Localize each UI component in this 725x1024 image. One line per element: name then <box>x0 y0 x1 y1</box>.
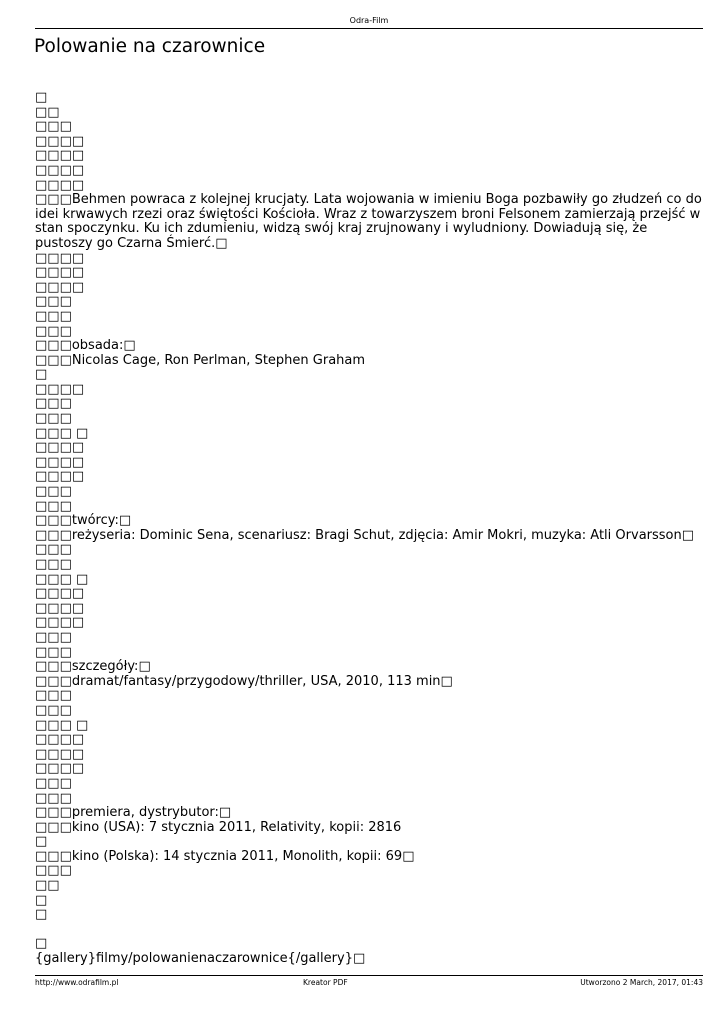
text-line: □□□ <box>35 119 72 135</box>
text-line: □□□□ <box>35 250 85 266</box>
text-line: □□□twórcy:□ <box>35 513 132 529</box>
text-line: □□□□ <box>35 746 85 762</box>
text-line: □□□Behmen powraca z kolejnej krucjaty. Lata wojowania w imieniu Boga pozbawiły go złudzeń co do idei krwawych rzezi oraz świętości Kościoła. Wraz z towarzyszem broni Felsonem zamierzają przejść w stan spoczynku. Ku ich zdumieniu, widzą swój kraj zrujnowany i wyludniony. Dowiadują się, że pustoszy go Czarna Śmierć.□ <box>35 192 702 251</box>
text-line: □□□□ <box>35 265 85 281</box>
text-line: □□□ <box>35 790 72 806</box>
text-line: □ <box>35 936 48 952</box>
text-line: □□□ <box>35 484 72 500</box>
footer-url: http://www.odrafilm.pl <box>35 978 119 987</box>
footer-generator: Kreator PDF <box>303 978 348 987</box>
text-line: {gallery}filmy/polowanienaczarownice{/gallery}□ <box>35 951 366 967</box>
text-line: □□□Nicolas Cage, Ron Perlman, Stephen Graham <box>35 352 366 368</box>
text-line: □□□kino (USA): 7 stycznia 2011, Relativity, kopii: 2816 <box>35 819 402 835</box>
text-line: □□□premiera, dystrybutor:□ <box>35 805 232 821</box>
text-line: □□□□ <box>35 148 85 164</box>
text-line: □□□ <box>35 411 72 427</box>
text-line: □□□ □ <box>35 571 89 587</box>
text-line: □□□ <box>35 542 72 558</box>
text-line: □□□ <box>35 644 72 660</box>
text-line: □□□ <box>35 396 72 412</box>
text-line: □ <box>35 834 48 850</box>
text-line: □□□□ <box>35 133 85 149</box>
text-line: □□□szczegóły:□ <box>35 659 151 675</box>
text-line: □□□□ <box>35 586 85 602</box>
text-line: □ <box>35 367 48 383</box>
text-line: □□□□ <box>35 732 85 748</box>
text-line: □ <box>35 90 48 105</box>
text-line: □□□obsada:□ <box>35 338 136 354</box>
text-line: □□□□ <box>35 600 85 616</box>
text-line: □□□□ <box>35 162 85 178</box>
text-line: □□□ <box>35 308 72 324</box>
text-line: □□□ <box>35 557 72 572</box>
page-header <box>35 15 703 29</box>
text-line: □ <box>35 892 48 908</box>
text-line: □□□ <box>35 702 72 718</box>
site-name: Odra-Film <box>349 16 389 25</box>
text-line: □□□□ <box>35 615 85 631</box>
text-line: □□ <box>35 104 60 120</box>
text-line: □□□□ <box>35 279 85 295</box>
text-line: □□□ <box>35 294 72 310</box>
text-line: □□□□ <box>35 381 85 397</box>
text-line: □□□□ <box>35 469 85 485</box>
text-line: □□□dramat/fantasy/przygodowy/thriller, USA, 2010, 113 min□ <box>35 673 453 689</box>
text-line: □□□ <box>35 688 72 704</box>
text-line: □□□ <box>35 498 72 514</box>
text-line: □□□□ <box>35 761 85 777</box>
text-line: □□□ <box>35 629 72 645</box>
text-line: □□□ <box>35 863 72 879</box>
text-line: □□□ <box>35 323 72 339</box>
text-line: □□□ □ <box>35 425 89 441</box>
text-line: □□□ <box>35 775 72 791</box>
text-line: □ <box>35 907 48 923</box>
text-line: □□□kino (Polska): 14 stycznia 2011, Monolith, kopii: 69□ <box>35 848 415 864</box>
document-body <box>35 91 703 967</box>
text-line: □□□ □ <box>35 717 89 733</box>
text-line: □□□reżyseria: Dominic Sena, scenariusz: Bragi Schut, zdjęcia: Amir Mokri, muzyka: Atli Orvarsson□ <box>35 527 695 543</box>
page-footer <box>35 975 703 987</box>
text-line <box>35 923 703 938</box>
footer-created: Utworzono 2 March, 2017, 01:43 <box>580 978 703 987</box>
text-line: □□ <box>35 878 60 894</box>
text-line: □□□□ <box>35 454 85 470</box>
document-title: Polowanie na czarownice <box>34 36 266 57</box>
text-line: □□□□ <box>35 177 85 193</box>
text-line: □□□□ <box>35 440 85 456</box>
